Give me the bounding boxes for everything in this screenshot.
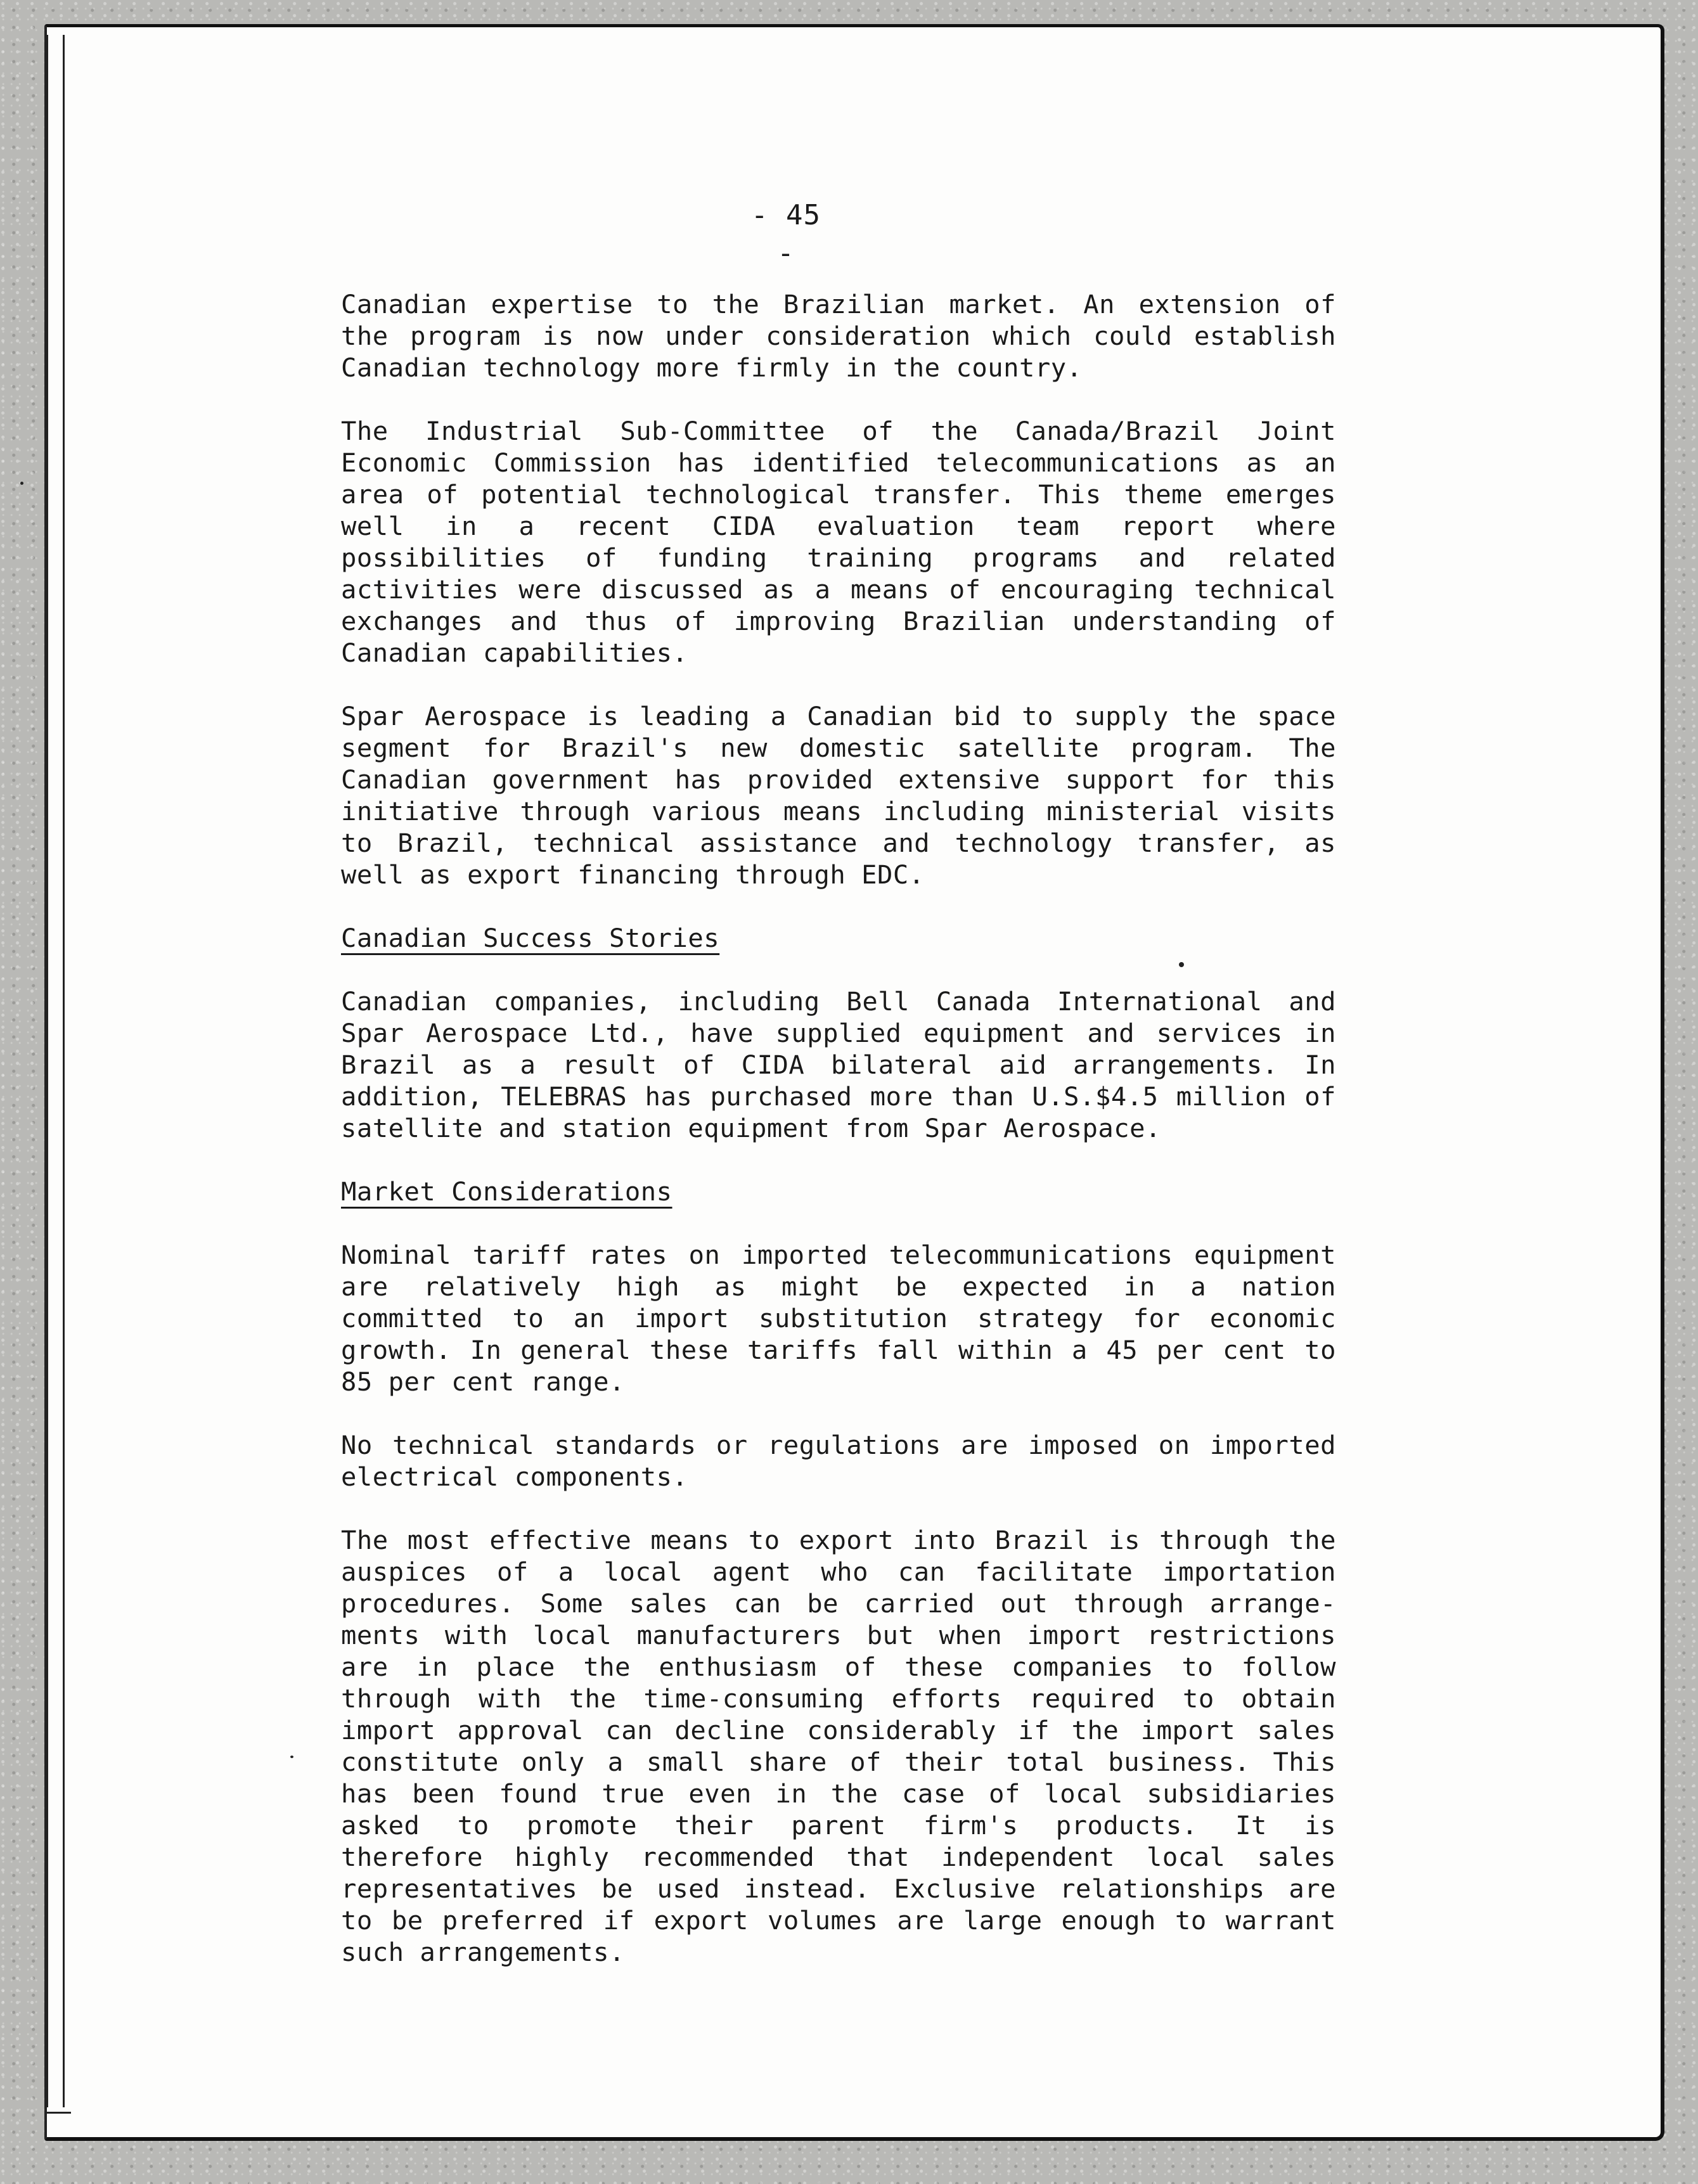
text-line: segment for Brazil's new domestic satellite program. The xyxy=(341,733,1336,763)
scan-speck xyxy=(1179,962,1184,967)
text-line: ments with local manufacturers but when import restrictions xyxy=(341,1620,1336,1650)
text-line: representatives be used instead. Exclusive relationships are xyxy=(341,1873,1336,1904)
text-line: procedures. Some sales can be carried out through arrange- xyxy=(341,1588,1336,1619)
paragraph xyxy=(341,986,1336,1144)
paragraph xyxy=(341,1429,1336,1493)
text-line: exchanges and thus of improving Brazilian understanding of xyxy=(341,606,1336,636)
text-line: addition, TELEBRAS has purchased more than U.S.$4.5 million of xyxy=(341,1081,1336,1112)
text-line: Canadian government has provided extensive support for this xyxy=(341,764,1336,795)
text-line: has been found true even in the case of local subsidiaries xyxy=(341,1778,1336,1809)
text-line: auspices of a local agent who can facilitate importation xyxy=(341,1557,1336,1587)
text-line: committed to an import substitution strategy for economic xyxy=(341,1303,1336,1333)
binding-edge-bottom xyxy=(46,2105,71,2114)
text-line: The Industrial Sub-Committee of the Canada/Brazil Joint xyxy=(341,416,1336,446)
scan-speck xyxy=(290,1756,293,1758)
text-line: electrical components. xyxy=(341,1461,688,1492)
text-line: Canadian companies, including Bell Canada International and xyxy=(341,986,1336,1017)
text-line: import approval can decline considerably if the import sales xyxy=(341,1715,1336,1745)
text-line: possibilities of funding training programs and related xyxy=(341,543,1336,573)
text-line: the program is now under consideration which could establish xyxy=(341,321,1336,351)
binding-edge xyxy=(46,35,65,2107)
text-line: through with the time-consuming efforts required to obtain xyxy=(341,1683,1336,1714)
success-stories-paragraphs xyxy=(341,986,1336,1144)
paragraph xyxy=(341,415,1336,669)
text-line: activities were discussed as a means of encouraging technical xyxy=(341,574,1336,605)
page-number: - 45 - xyxy=(751,199,821,269)
text-line: Canadian technology more firmly in the country. xyxy=(341,352,1083,383)
paragraph xyxy=(341,1239,1336,1397)
text-line: Spar Aerospace Ltd., have supplied equipment and services in xyxy=(341,1018,1336,1048)
text-line: Canadian expertise to the Brazilian market. An extension of xyxy=(341,289,1336,319)
text-line: such arrangements. xyxy=(341,1937,625,1967)
scan-speck xyxy=(20,482,23,485)
document-body xyxy=(341,288,1336,2000)
paragraph xyxy=(341,1524,1336,1968)
text-line: Brazil as a result of CIDA bilateral aid arrangements. In xyxy=(341,1050,1336,1080)
text-line: to Brazil, technical assistance and technology transfer, as xyxy=(341,828,1336,858)
text-line: growth. In general these tariffs fall within a 45 per cent to xyxy=(341,1335,1336,1365)
text-line: well in a recent CIDA evaluation team report where xyxy=(341,511,1336,541)
text-line: to be preferred if export volumes are large enough to warrant xyxy=(341,1905,1336,1936)
paragraph xyxy=(341,700,1336,890)
text-line: asked to promote their parent firm's products. It is xyxy=(341,1810,1336,1840)
text-line: Economic Commission has identified telecommunications as an xyxy=(341,447,1336,478)
section-heading-success-stories: Canadian Success Stories xyxy=(341,923,720,953)
section-heading-market-considerations: Market Considerations xyxy=(341,1176,672,1207)
text-line: Canadian capabilities. xyxy=(341,638,688,668)
text-line: Spar Aerospace is leading a Canadian bid to supply the space xyxy=(341,701,1336,731)
text-line: Nominal tariff rates on imported telecommunications equipment xyxy=(341,1240,1336,1270)
text-line: initiative through various means including ministerial visits xyxy=(341,796,1336,826)
intro-paragraphs xyxy=(341,288,1336,890)
text-line: therefore highly recommended that independent local sales xyxy=(341,1842,1336,1872)
text-line: 85 per cent range. xyxy=(341,1366,625,1397)
text-line: No technical standards or regulations are imposed on imported xyxy=(341,1430,1336,1460)
text-line: constitute only a small share of their total business. This xyxy=(341,1747,1336,1777)
text-line: well as export financing through EDC. xyxy=(341,859,925,890)
paragraph xyxy=(341,288,1336,383)
text-line: are in place the enthusiasm of these companies to follow xyxy=(341,1652,1336,1682)
text-line: satellite and station equipment from Spar Aerospace. xyxy=(341,1113,1161,1143)
market-considerations-paragraphs xyxy=(341,1239,1336,1968)
text-line: are relatively high as might be expected in a nation xyxy=(341,1271,1336,1302)
text-line: area of potential technological transfer. This theme emerges xyxy=(341,479,1336,510)
text-line: The most effective means to export into Brazil is through the xyxy=(341,1525,1336,1555)
